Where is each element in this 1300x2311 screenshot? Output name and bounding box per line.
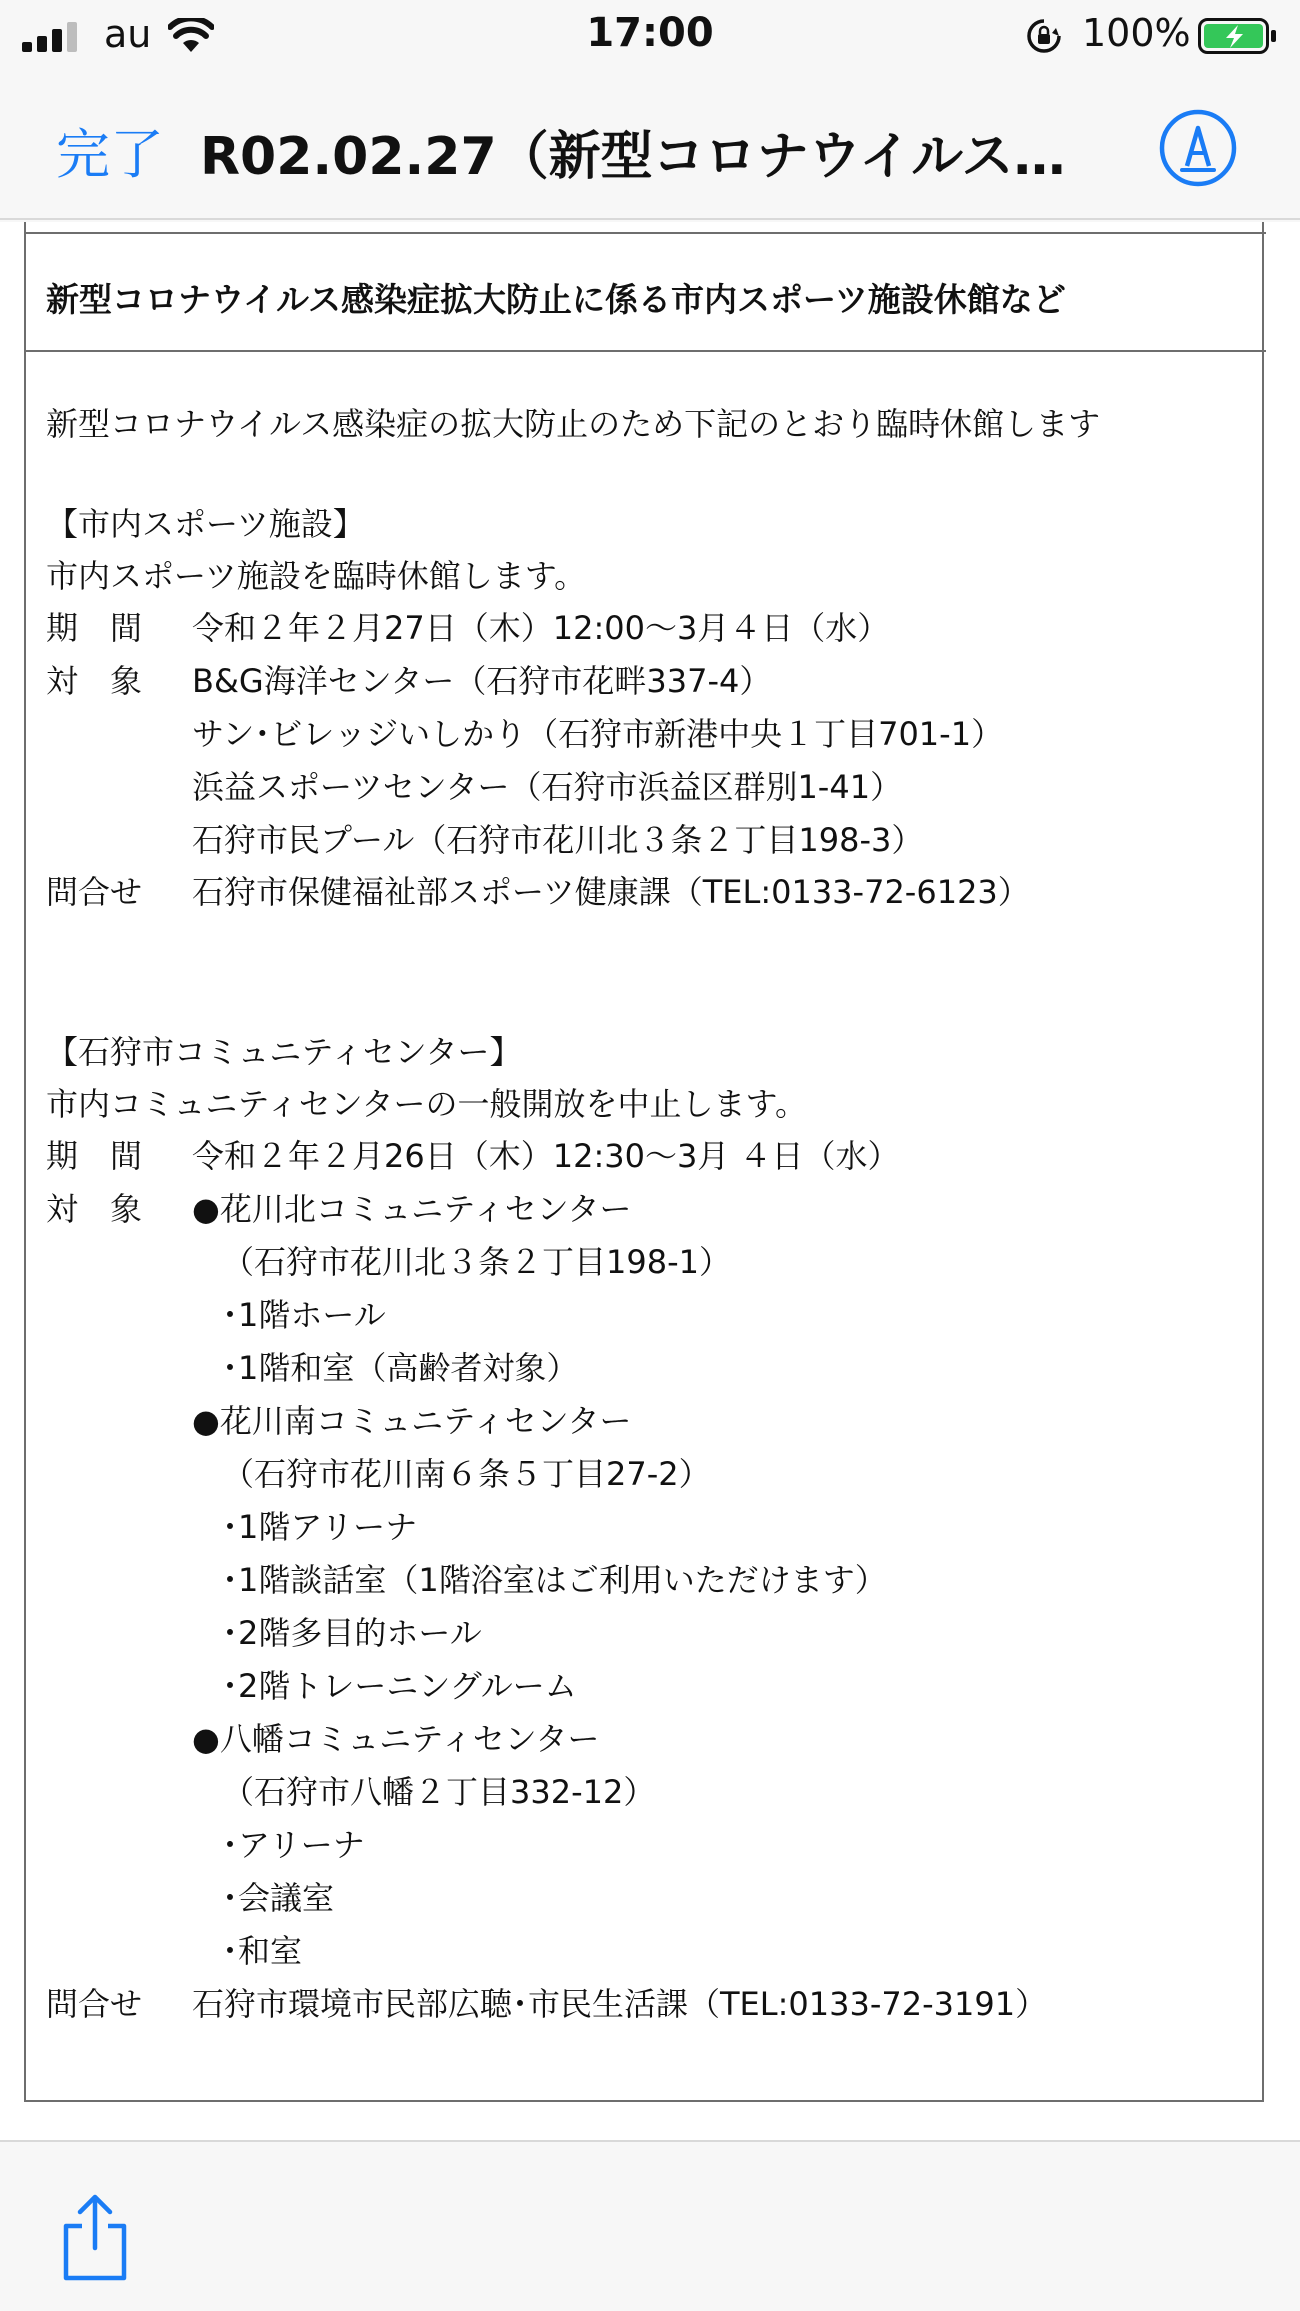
markup-pen-icon[interactable] xyxy=(1158,108,1238,188)
sports-target-item: 浜益スポーツセンター（石狩市浜益区群別1-41） xyxy=(192,768,903,806)
community-contact-label: 問合せ xyxy=(46,1985,143,2023)
community-room: ･1階アリーナ xyxy=(222,1508,418,1546)
done-button[interactable]: 完了 xyxy=(56,123,164,186)
rotation-lock-icon xyxy=(1026,18,1062,54)
community-room: ･和室 xyxy=(222,1932,303,1970)
community-room: ･アリーナ xyxy=(222,1826,365,1864)
notice-table xyxy=(24,222,1264,2102)
community-contact: 石狩市環境市民部広聴･市民生活課（TEL:0133-72-3191） xyxy=(192,1985,1048,2023)
sports-target-item: B&G海洋センター（石狩市花畔337-4） xyxy=(192,662,772,700)
community-room: ･2階トレーニングルーム xyxy=(222,1667,577,1705)
status-time: 17:00 xyxy=(586,10,714,56)
community-target-label: 対 象 xyxy=(46,1190,143,1228)
carrier-name: au xyxy=(104,12,152,56)
community-center-name: ●花川南コミュニティセンター xyxy=(192,1402,632,1440)
sports-contact: 石狩市保健福祉部スポーツ健康課（TEL:0133-72-6123） xyxy=(192,873,1030,911)
community-room: ･1階和室（高齢者対象） xyxy=(222,1349,579,1387)
sports-target-item: 石狩市民プール（石狩市花川北３条２丁目198-3） xyxy=(192,821,924,859)
sports-target-item: サン･ビレッジいしかり（石狩市新港中央１丁目701-1） xyxy=(192,715,1004,753)
sports-target-label: 対 象 xyxy=(46,662,143,700)
battery-charging-icon xyxy=(1198,18,1278,54)
community-room: ･2階多目的ホール xyxy=(222,1614,482,1652)
community-period-label: 期 間 xyxy=(46,1137,143,1175)
document-title: R02.02.27（新型コロナウイルス… xyxy=(200,127,1066,187)
community-room: ･1階ホール xyxy=(222,1296,386,1334)
community-center-address: （石狩市八幡２丁目332-12） xyxy=(222,1773,656,1811)
heading-row xyxy=(26,234,1266,352)
community-center-address: （石狩市花川北３条２丁目198-1） xyxy=(222,1243,731,1281)
notice-heading: 新型コロナウイルス感染症拡大防止に係る市内スポーツ施設休館など xyxy=(46,280,1066,319)
community-room: ･1階談話室（1階浴室はご利用いただけます） xyxy=(222,1561,887,1599)
community-section-title: 【石狩市コミュニティセンター】 xyxy=(46,1033,522,1071)
status-bar xyxy=(0,0,1300,70)
intro-text: 新型コロナウイルス感染症の拡大防止のため下記のとおり臨時休館します xyxy=(46,405,1101,443)
bottom-toolbar xyxy=(0,2140,1300,2311)
community-center-name: ●八幡コミュニティセンター xyxy=(192,1720,600,1758)
sports-period-label: 期 間 xyxy=(46,609,143,647)
community-period: 令和２年２月26日（木）12:30～3月 ４日（水） xyxy=(192,1137,900,1175)
sports-contact-label: 問合せ xyxy=(46,873,143,911)
document-viewer[interactable] xyxy=(0,222,1300,2140)
sports-period: 令和２年２月27日（木）12:00～3月４日（水） xyxy=(192,609,890,647)
sports-lead: 市内スポーツ施設を臨時休館します。 xyxy=(46,557,587,595)
navigation-bar xyxy=(0,70,1300,220)
battery-percent: 100% xyxy=(1082,11,1191,55)
community-center-address: （石狩市花川南６条５丁目27-2） xyxy=(222,1455,711,1493)
sports-section-title: 【市内スポーツ施設】 xyxy=(46,505,365,543)
community-lead: 市内コミュニティセンターの一般開放を中止します。 xyxy=(46,1085,807,1123)
community-center-name: ●花川北コミュニティセンター xyxy=(192,1190,632,1228)
share-icon[interactable] xyxy=(58,2192,132,2282)
community-room: ･会議室 xyxy=(222,1879,335,1917)
